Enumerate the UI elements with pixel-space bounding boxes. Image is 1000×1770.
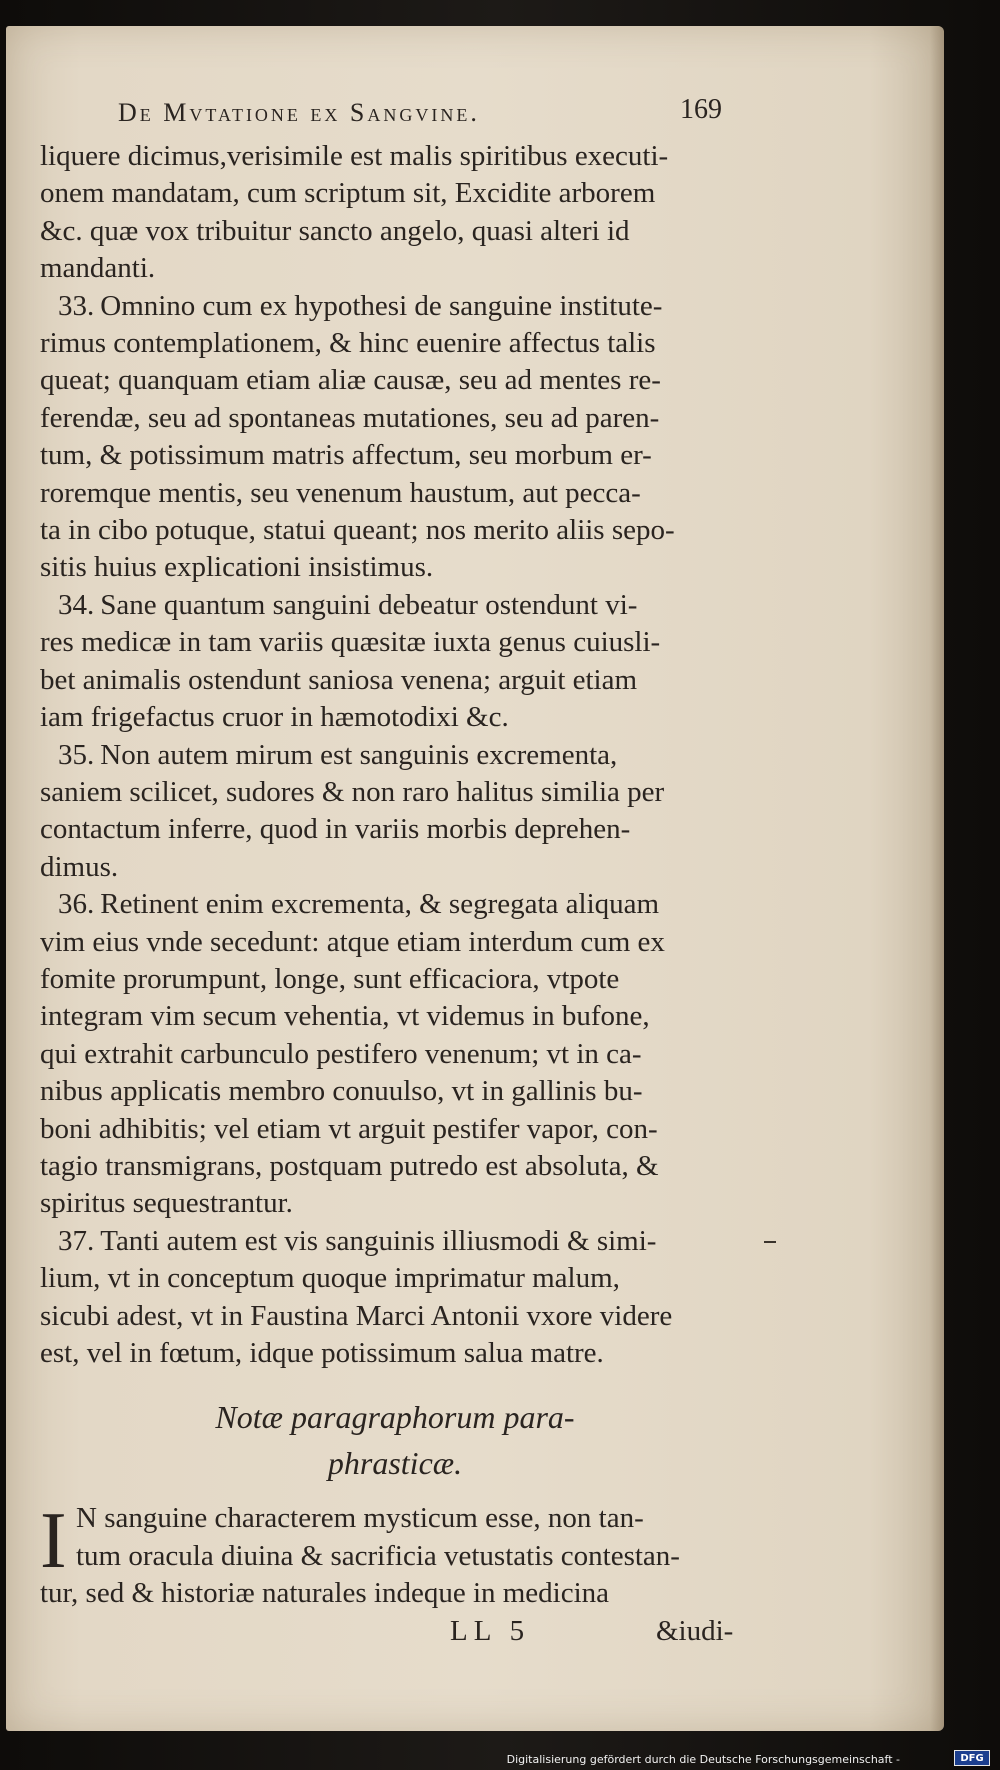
line-text: Non autem mirum est sanguinis excrementa, (100, 738, 618, 771)
text-line: nibus applicatis membro conuulso, vt in gallinis bu- (40, 1075, 643, 1108)
page-edge-shadow (930, 26, 944, 1731)
text-line: spiritus sequestrantur. (40, 1187, 293, 1220)
text-line: tum oracula diuina & sacrificia vetustatis contestan- (76, 1539, 680, 1572)
paragraph-35 (40, 737, 740, 887)
paragraph-number: 36. (58, 888, 95, 921)
text-line: tur, sed & historiæ naturales indeque in medicina (40, 1577, 610, 1610)
margin-mark (764, 1241, 776, 1243)
text-line: contactum inferre, quod in variis morbis deprehen- (40, 813, 631, 846)
text-line: bet animalis ostendunt saniosa venena; arguit etiam (40, 663, 638, 696)
text-line: ferendæ, seu ad spontaneas mutationes, seu ad paren- (40, 401, 660, 434)
book-page (6, 26, 944, 1731)
line-text: Tanti autem est vis sanguinis illiusmodi & simi- (100, 1224, 657, 1257)
section-heading-line: Notæ paragraphorum para- (215, 1399, 575, 1436)
paragraph-34 (40, 587, 740, 737)
text-line: est, vel in fœtum, idque potissimum salua matre. (40, 1337, 604, 1369)
text-line: lium, vt in conceptum quoque imprimatur malum, (40, 1262, 620, 1295)
section-heading (40, 1394, 740, 1486)
text-line (40, 1223, 740, 1260)
text-line: roremque mentis, seu venenum haustum, aut pecca- (40, 476, 641, 509)
text-line: liquere dicimus,verisimile est malis spiritibus executi- (40, 140, 669, 172)
text-line: dimus. (40, 850, 119, 883)
line-text: Omnino cum ex hypothesi de sanguine institute- (100, 289, 663, 322)
text-line: &c. quæ vox tribuitur sancto angelo, quasi alteri id (40, 214, 630, 247)
text-line: tagio transmigrans, postquam putredo est absoluta, & (40, 1149, 659, 1182)
line-text: Retinent enim excrementa, & segregata aliquam (100, 888, 660, 921)
paragraph-number: 35. (58, 738, 95, 771)
text-line: ta in cibo potuque, statui queant; nos merito aliis sepo- (40, 514, 675, 547)
text-line: vim eius vnde secedunt: atque etiam interdum cum ex (40, 925, 665, 958)
text-line: mandanti. (40, 252, 156, 285)
paragraph-number: 34. (58, 588, 95, 621)
signature-mark: LL 5 (450, 1614, 531, 1647)
text-line: integram vim secum vehentia, vt videmus in bufone, (40, 1000, 650, 1033)
paragraph-37 (40, 1223, 740, 1373)
text-line: tum, & potissimum matris affectum, seu morbum er- (40, 439, 652, 472)
text-line (40, 737, 740, 774)
running-head (40, 86, 740, 138)
paragraph-continuation (40, 138, 740, 288)
text-line: sitis huius explicationi insistimus. (40, 551, 434, 584)
text-line: qui extrahit carbunculo pestifero venenum; vt in ca- (40, 1037, 642, 1070)
text-line: queat; quanquam etiam aliæ causæ, seu ad mentes re- (40, 364, 661, 397)
text-line: rimus contemplationem, & hinc euenire affectus talis (40, 327, 656, 360)
paragraph-number: 37. (58, 1224, 95, 1257)
text-block (40, 86, 740, 1651)
paragraph-33 (40, 288, 740, 587)
text-line (40, 288, 740, 325)
body-text (40, 138, 740, 1651)
text-line: N sanguine characterem mysticum esse, non tan- (76, 1502, 644, 1535)
text-line (40, 886, 740, 923)
text-line (40, 587, 740, 624)
text-line: boni adhibitis; vel etiam vt arguit pestifer vapor, con- (40, 1112, 658, 1145)
text-line: saniem scilicet, sudores & non raro halitus similia per (40, 775, 665, 808)
paragraph-36 (40, 886, 740, 1223)
page-number: 169 (680, 94, 722, 125)
signature-line (40, 1613, 740, 1651)
catchword: &iudi- (656, 1614, 734, 1647)
nota-paragraph (40, 1497, 740, 1612)
digitization-credit: Digitalisierung gefördert durch die Deutsche Forschungsgemeinschaft - (506, 1753, 900, 1766)
text-line: fomite prorumpunt, longe, sunt efficaciora, vtpote (40, 962, 620, 995)
text-line: res medicæ in tam variis quæsitæ iuxta genus cuiusli- (40, 626, 661, 659)
dfg-logo: DFG (954, 1750, 990, 1766)
text-line: iam frigefactus cruor in hæmotodixi &c. (40, 701, 509, 734)
section-heading-line: phrasticæ. (327, 1445, 463, 1482)
text-line: sicubi adest, vt in Faustina Marci Antonii vxore videre (40, 1299, 673, 1332)
text-line: onem mandatam, cum scriptum sit, Excidite arborem (40, 177, 656, 210)
drop-cap: I (40, 1497, 67, 1586)
line-text: Sane quantum sanguini debeatur ostendunt vi- (100, 588, 638, 621)
paragraph-number: 33. (58, 289, 95, 322)
running-title: De Mvtatione ex Sangvine. (118, 98, 480, 127)
